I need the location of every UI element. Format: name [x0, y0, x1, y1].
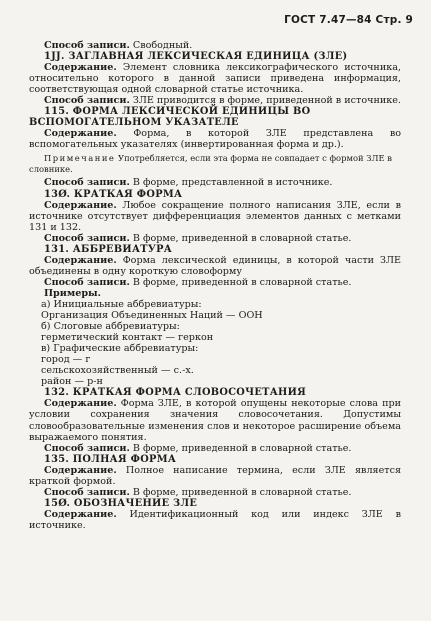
paragraph-label: Способ записи. [44, 40, 130, 51]
paragraph-text: Свободный. [129, 40, 193, 51]
section-heading-132: 132. КРАТКАЯ ФОРМА СЛОВОСОЧЕТАНИЯ [44, 387, 307, 399]
note-label: Примечание [44, 153, 116, 164]
paragraph-label: Содержание. [44, 398, 117, 410]
paragraph-text: Форма лексической единицы, в которой части ЗЛЕ объединены в одну короткую словоформу [29, 254, 401, 277]
paragraph-label: Способ записи. [44, 232, 130, 244]
paragraph-label: Способ записи. [44, 177, 130, 189]
paragraph-text: В форме, приведенной в словарной статье. [129, 276, 352, 288]
paragraph-recording-method [29, 95, 401, 106]
paragraph-content [29, 509, 401, 531]
paragraph-label: Способ записи. [44, 486, 130, 498]
example-line: сельскохозяйственный — с.-х. [41, 365, 194, 377]
paragraph-label: Способ записи. [44, 95, 130, 107]
paragraph-content [29, 62, 401, 95]
paragraph-content [29, 398, 401, 442]
paragraph-label: Способ записи. [44, 276, 130, 288]
paragraph-content [29, 465, 401, 487]
paragraph-label: Содержание. [44, 508, 117, 520]
paragraph-text: Любое сокращение полного написания ЗЛЕ, если в источнике отсутствует дифференциация элементов данных с метками 131 и 132. [29, 199, 401, 233]
paragraph-text: В форме, приведенной в словарной статье. [129, 232, 352, 244]
section-heading-130: 13Ø. КРАТКАЯ ФОРМА [44, 188, 183, 200]
paragraph-recording-method [29, 177, 401, 188]
paragraph-text: В форме, приведенной в словарной статье. [129, 442, 352, 454]
paragraph-text: Полное написание термина, если ЗЛЕ является краткой формой. [29, 464, 401, 487]
paragraph-content [29, 128, 401, 150]
paragraph-label: Содержание. [44, 128, 117, 140]
paragraph-recording-method [29, 277, 401, 288]
paragraph-text: ЗЛЕ приводится в форме, приведенной в источнике. [129, 95, 401, 107]
example-line: район — р-н [41, 376, 103, 388]
document-body [29, 40, 401, 531]
section-heading-150: 15Ø. ОБОЗНАЧЕНИЕ ЗЛЕ [44, 497, 198, 509]
paragraph-text: Форма, в которой ЗЛЕ представлена во вспомогательных указателях (инвертированная форма и др.). [29, 128, 401, 151]
example-line: в) Графические аббревиатуры: [41, 343, 199, 355]
paragraph-label: Способ записи. [44, 442, 130, 454]
note [29, 153, 401, 174]
example-line: герметический контакт — геркон [41, 332, 214, 344]
paragraph-text: В форме, представленной в источнике. [129, 177, 333, 189]
example-line: а) Инициальные аббревиатуры: [41, 298, 202, 310]
paragraph-label: Содержание. [44, 464, 117, 476]
paragraph-content [29, 255, 401, 277]
section-heading-131: 131. АББРЕВИАТУРА [44, 243, 173, 255]
paragraph-recording-method [29, 40, 401, 51]
paragraph-content [29, 200, 401, 233]
section-heading-115: 115. ФОРМА ЛЕКСИЧЕСКОЙ ЕДИНИЦЫ ВО ВСПОМОГАТЕЛЬНОМ УКАЗАТЕЛЕ [29, 106, 311, 129]
paragraph-examples [29, 288, 401, 299]
paragraph-text: В форме, приведенной в словарной статье. [129, 486, 352, 498]
example-line: Организация Объединенных Наций — ООН [41, 310, 263, 322]
section-heading-114: 1ЈЈ. ЗАГЛАВНАЯ ЛЕКСИЧЕСКАЯ ЕДИНИЦА (ЗЛЕ) [44, 51, 348, 63]
paragraph-label: Содержание. [44, 62, 117, 74]
paragraph-text: Идентификационный код или индекс ЗЛЕ в источнике. [29, 508, 401, 531]
page-header: ГОСТ 7.47—84 Стр. 9 [284, 14, 413, 26]
paragraph-recording-method [29, 443, 401, 454]
paragraph-text: Форма ЗЛЕ, в которой опущены некоторые слова при условии сохранения значения словосочетания. Допустимы словообразовательные изменения слов и некоторое расширение объема выражаемого понятия. [29, 398, 401, 443]
example-line: б) Слоговые аббревиатуры: [41, 321, 180, 333]
paragraph-recording-method [29, 487, 401, 498]
paragraph-recording-method [29, 233, 401, 244]
example-line: город — г [41, 354, 91, 366]
note-text: Употребляется, если эта форма не совпадает с формой ЗЛЕ в словнике. [29, 153, 392, 174]
paragraph-text: Элемент словника лексикографического источника, относительно которого в данной записи приведена информация, соответствующая одной словарной статье источника. [29, 62, 401, 96]
section-heading-135: 135. ПОЛНАЯ ФОРМА [44, 453, 177, 465]
paragraph-label: Примеры. [44, 287, 101, 299]
paragraph-label: Содержание. [44, 199, 117, 211]
paragraph-label: Содержание. [44, 254, 117, 266]
